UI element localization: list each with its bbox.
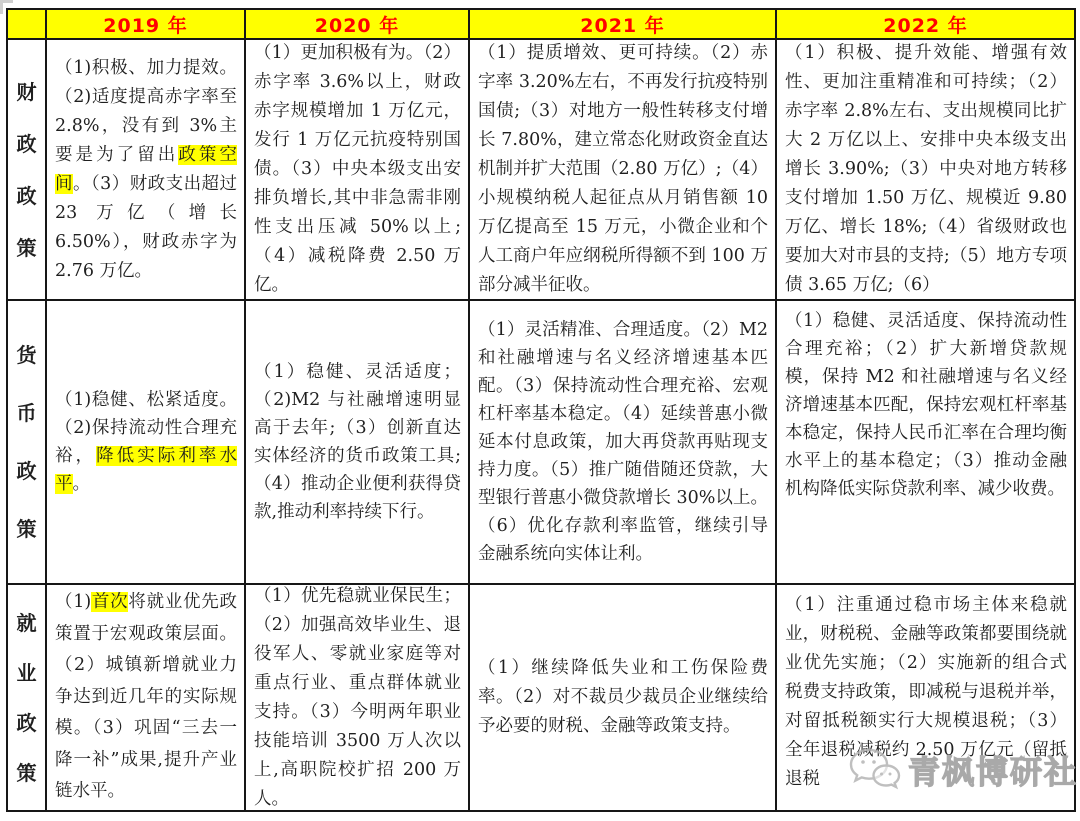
row-label-text: 就业政策: [16, 610, 37, 785]
row-label-text: 货币政策: [16, 343, 37, 541]
watermark-text: 青枫博研社: [908, 753, 1079, 791]
cell-text: （1）灵活精准、合理适度。（2）M2 和社融增速与名义经济增速基本匹配。（3）保持流动性合理充裕、宏观杠杆率基本稳定。（4）延续普惠小微延本付息政策，加大再贷款再贴现支持力度。（5）推广随借随还贷款，大型银行普惠小微贷款增长 30%以上。（6）优化存款利率监管，继续引导金融系统向实体让利。: [478, 320, 768, 564]
row-label-employment-policy: [8, 585, 45, 810]
cell-text: （1）更加积极有为。（2）赤字率 3.6%以上，财政赤字规模增加 1 万亿元，发行 1 万亿元抗疫特别国债。（3）中央本级支出安排负增长,其中非急需非刚性支出压减 50%以上;（4）减税降费 2.50 万亿。: [254, 43, 461, 295]
year-header-2020: 2020 年: [246, 10, 468, 38]
cell-fiscal-2021: [470, 40, 775, 299]
cell-text: （1)稳健、松紧适度。（2)保持流动性合理充裕，降低实际利率水平。: [55, 390, 237, 494]
cell-text: （1)首次将就业优先政策置于宏观政策层面。（2）城镇新增就业力争达到近几年的实际规模。（3）巩固“三去一降一补”成果,提升产业链水平。: [55, 592, 238, 802]
cell-fiscal-2022: [777, 40, 1074, 299]
cell-employment-2020: [246, 585, 468, 810]
cell-monetary-2022: [777, 301, 1074, 583]
cell-text: （1）稳健、灵活适度；（2)M2 与社融增速明显高于去年;（3）创新直达实体经济的货币政策工具;（4）推动企业便利获得贷款,推动利率持续下行。: [254, 362, 461, 522]
cell-text: （1)积极、加力提效。（2)适度提高赤字率至 2.8%，没有到 3%主要是为了留出政策空间。（3）财政支出超过 23 万亿（增长 6.50%），财政赤字为 2.76 万亿。: [55, 57, 238, 281]
cell-text: （1）提质增效、更可持续。（2）赤字率 3.20%左右，不再发行抗疫特别国债;（3）对地方一般性转移支付增长 7.80%，建立常态化财政资金直达机制并扩大范围（2.80 万亿）;（4）小规模纳税人起征点从月销售额 10 万亿提高至 15 万元，小微企业和个人工商户年应纲税所得额不到 100 万部分减半征收。: [478, 43, 768, 295]
cell-text: （1）继续降低失业和工伤保险费率。（2）对不裁员少裁员企业继续给予必要的财税、金融等政策支持。: [478, 658, 768, 736]
row-label-monetary-policy: [8, 301, 45, 583]
cell-text: （1）稳健、灵活适度、保持流动性合理充裕；（2）扩大新增贷款规模，保持 M2 和社融增速与名义经济增速基本匹配，保持宏观杠杆率基本稳定，保持人民币汇率在合理均衡水平上的基本稳定；（3）推动金融机构降低实际贷款利率、减少收费。: [785, 311, 1067, 499]
year-header-2019: 2019 年: [47, 10, 244, 38]
cell-monetary-2021: [470, 301, 775, 583]
corner-header-cell: [8, 10, 45, 38]
cell-fiscal-2019: [47, 40, 244, 299]
cell-employment-2021: [470, 585, 775, 810]
row-label-text: 财政政策: [16, 79, 37, 260]
cell-monetary-2020: [246, 301, 468, 583]
cell-employment-2022: [777, 585, 1074, 810]
cell-employment-2019: [47, 585, 244, 810]
row-label-fiscal-policy: [8, 40, 45, 299]
cell-text: （1）优先稳就业保民生；（2）加强高效毕业生、退役军人、零就业家庭等对重点行业、重点群体就业支持。（3）今明两年职业技能培训 3500 万人次以上,高职院校扩招 200 万人。: [254, 585, 461, 809]
cell-monetary-2019: [47, 301, 244, 583]
cell-fiscal-2020: [246, 40, 468, 299]
year-header-2021: 2021 年: [470, 10, 775, 38]
cell-text: （1）积极、提升效能、增强有效性、更加注重精准和可持续；（2）赤字率 2.8%左右、支出规模同比扩大 2 万亿以上、安排中央本级支出增长 3.90%;（3）中央对地方转移支付增加 1.50 万亿、规模近 9.80 万亿、增长 18%;（4）省级财政也要加大对市县的支持;（5）地方专项债 3.65 万亿;（6）: [785, 43, 1067, 295]
cell-text: （1）注重通过稳市场主体来稳就业，财税税、金融等政策都要围绕就业优先实施；（2）实施新的组合式税费支持政策，即减税与退税并举，对留抵税额实行大规模退税；（3）全年退税减税约 2.50 万亿元（留抵退税: [785, 595, 1067, 789]
year-header-2022: 2022 年: [777, 10, 1074, 38]
policy-comparison-table: [6, 8, 1079, 812]
